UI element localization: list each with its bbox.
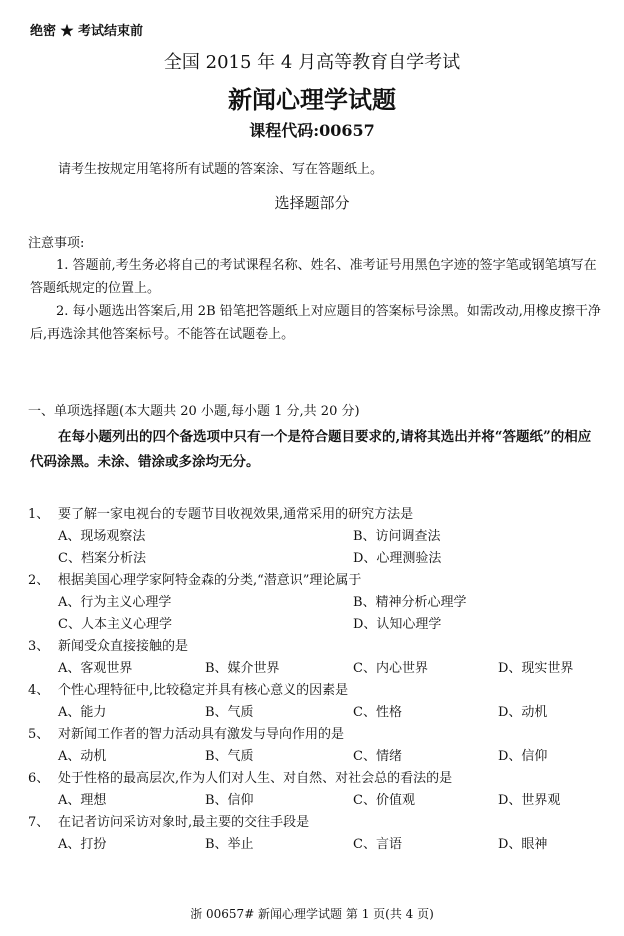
option-d: D、眼神 bbox=[498, 837, 548, 852]
question-number: 5、 bbox=[28, 727, 50, 742]
option-c: C、性格 bbox=[353, 705, 402, 720]
question-text: 个性心理特征中,比较稳定并具有核心意义的因素是 bbox=[58, 683, 349, 698]
option-a: A、动机 bbox=[58, 749, 107, 764]
subject-title: 新闻心理学试题 bbox=[228, 85, 396, 114]
exam-title: 全国 2015 年 4 月高等教育自学考试 bbox=[163, 52, 461, 73]
option-d: D、信仰 bbox=[498, 749, 548, 764]
option-c: C、档案分析法 bbox=[58, 551, 146, 566]
option-c: C、内心世界 bbox=[353, 661, 428, 676]
question-number: 2、 bbox=[28, 573, 50, 588]
notice-title: 注意事项: bbox=[28, 236, 85, 251]
question-text: 处于性格的最高层次,作为人们对人生、对自然、对社会总的看法的是 bbox=[58, 771, 453, 786]
instruction: 请考生按规定用笔将所有试题的答案涂、写在答题纸上。 bbox=[58, 162, 384, 177]
notice-item-2: 2. 每小题选出答案后,用 2B 铅笔把答题纸上对应题目的答案标号涂黑。如需改动,用橡皮擦干净后,再选涂其他答案标号。不能答在试题卷上。 bbox=[30, 304, 601, 342]
question-number: 6、 bbox=[28, 771, 50, 786]
option-b: B、访问调查法 bbox=[353, 529, 441, 544]
option-a: A、打扮 bbox=[58, 837, 107, 852]
option-b: B、气质 bbox=[205, 749, 254, 764]
option-b: B、信仰 bbox=[205, 793, 254, 808]
option-a: A、客观世界 bbox=[58, 661, 133, 676]
page-footer: 浙 00657# 新闻心理学试题 第 1 页(共 4 页) bbox=[190, 907, 434, 921]
option-a: A、现场观察法 bbox=[58, 529, 146, 544]
option-a: A、能力 bbox=[58, 705, 107, 720]
question-number: 1、 bbox=[28, 507, 50, 522]
option-d: D、动机 bbox=[498, 705, 548, 720]
option-d: D、世界观 bbox=[498, 793, 561, 808]
question-text: 在记者访问采访对象时,最主要的交往手段是 bbox=[58, 815, 310, 830]
option-d: D、心理测验法 bbox=[353, 551, 442, 566]
question-text: 要了解一家电视台的专题节目收视效果,通常采用的研究方法是 bbox=[58, 507, 414, 522]
question-text: 对新闻工作者的智力活动具有激发与导向作用的是 bbox=[58, 727, 345, 742]
notice-item-1: 1. 答题前,考生务必将自己的考试课程名称、姓名、准考证号用黑色字迹的签字笔或钢笔填写在答题纸规定的位置上。 bbox=[30, 258, 597, 296]
question-text: 根据美国心理学家阿特金森的分类,“潜意识”理论属于 bbox=[58, 573, 362, 588]
option-c: C、情绪 bbox=[353, 749, 402, 764]
question-number: 3、 bbox=[28, 639, 50, 654]
option-a: A、理想 bbox=[58, 793, 107, 808]
option-c: C、言语 bbox=[353, 837, 402, 852]
question-number: 7、 bbox=[28, 815, 50, 830]
option-c: C、价值观 bbox=[353, 793, 415, 808]
part-description: 在每小题列出的四个备选项中只有一个是符合题目要求的,请将其选出并将“答题纸”的相应代码涂黑。未涂、错涂或多涂均无分。 bbox=[30, 429, 592, 470]
option-a: A、行为主义心理学 bbox=[58, 595, 172, 610]
option-b: B、媒介世界 bbox=[205, 661, 280, 676]
option-b: B、气质 bbox=[205, 705, 254, 720]
question-text: 新闻受众直接接触的是 bbox=[58, 639, 189, 654]
question-number: 4、 bbox=[28, 683, 50, 698]
option-b: B、举止 bbox=[205, 837, 254, 852]
part-title: 一、单项选择题(本大题共 20 小题,每小题 1 分,共 20 分) bbox=[28, 404, 360, 419]
option-c: C、人本主义心理学 bbox=[58, 617, 172, 632]
option-d: D、现实世界 bbox=[498, 661, 574, 676]
confidential-mark: 绝密 ★ 考试结束前 bbox=[30, 24, 144, 39]
option-d: D、认知心理学 bbox=[353, 617, 442, 632]
section-title: 选择题部分 bbox=[274, 194, 350, 212]
course-code: 课程代码:00657 bbox=[249, 121, 375, 140]
option-b: B、精神分析心理学 bbox=[353, 595, 467, 610]
